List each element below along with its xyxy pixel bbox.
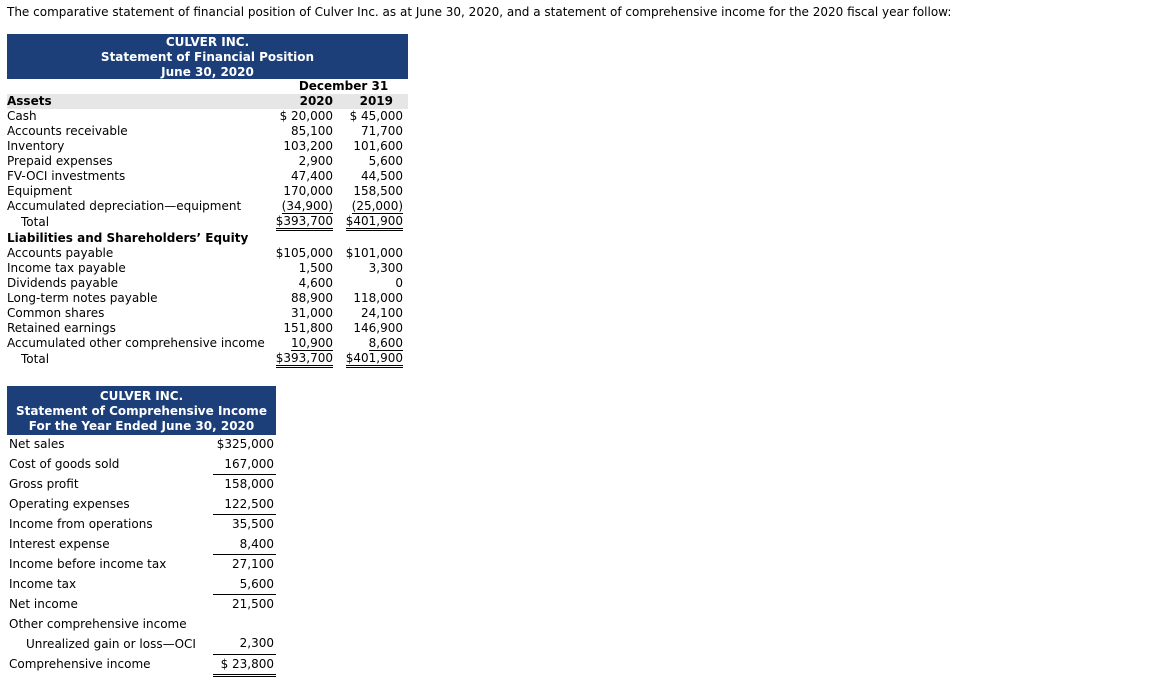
statement-period: For the Year Ended June 30, 2020 xyxy=(28,419,255,433)
value-2020: 85,100 xyxy=(291,124,333,138)
comprehensive-income-table xyxy=(7,435,276,677)
total-2019: $401,900 xyxy=(346,215,403,231)
value-2020: $105,000 xyxy=(275,246,333,260)
row-label: Other comprehensive income xyxy=(9,616,187,631)
financial-position-statement xyxy=(7,34,408,368)
row-value xyxy=(213,615,276,635)
row-value: 21,500 xyxy=(232,597,274,612)
value-2019: 8,600 xyxy=(368,336,404,350)
row-label: Income from operations xyxy=(9,517,153,531)
table-row xyxy=(7,306,408,321)
value-2019: $101,000 xyxy=(345,246,404,260)
total-label: Total xyxy=(21,352,50,366)
row-label: Net sales xyxy=(9,437,65,452)
row-label: Interest expense xyxy=(9,537,110,551)
table-row xyxy=(7,475,276,495)
value-2019: 71,700 xyxy=(361,124,404,138)
value-2019: 24,100 xyxy=(361,306,404,320)
row-label: Net income xyxy=(9,597,78,611)
table-row xyxy=(7,435,276,455)
table-row xyxy=(7,276,408,291)
value-2020: 88,900 xyxy=(291,291,333,305)
table-row xyxy=(7,124,408,139)
row-value: 167,000 xyxy=(213,455,276,475)
table-row xyxy=(7,555,276,575)
december-31-heading: December 31 xyxy=(298,79,389,93)
table-row xyxy=(7,261,408,276)
value-2020: 47,400 xyxy=(291,169,333,183)
table-row xyxy=(7,535,276,555)
assets-heading: Assets xyxy=(7,94,271,109)
row-label: Accounts payable xyxy=(7,246,114,260)
row-label: Common shares xyxy=(7,306,105,320)
liabilities-total-row xyxy=(7,351,408,368)
row-label: Accumulated other comprehensive income xyxy=(7,336,265,350)
total-2019: $401,900 xyxy=(346,352,403,368)
total-label: Total xyxy=(21,215,50,229)
table-row xyxy=(7,321,408,336)
table-row xyxy=(7,455,276,475)
table-row xyxy=(7,634,276,654)
row-value: $ 23,800 xyxy=(213,654,276,676)
table-row xyxy=(7,154,408,169)
table-row xyxy=(7,184,408,199)
value-2020: 31,000 xyxy=(291,306,333,320)
value-2019: 3,300 xyxy=(368,261,404,275)
value-2020: (34,900) xyxy=(281,199,333,213)
value-2020: 151,800 xyxy=(283,321,333,335)
row-label: Operating expenses xyxy=(9,497,130,511)
table-row xyxy=(7,291,408,306)
value-2020: 2,900 xyxy=(298,154,333,168)
row-label: Dividends payable xyxy=(7,276,119,290)
liabilities-heading: Liabilities and Shareholders’ Equity xyxy=(7,231,249,245)
statement-title: Statement of Financial Position xyxy=(100,50,315,64)
row-label: Equipment xyxy=(7,184,73,198)
assets-total-row xyxy=(7,214,408,231)
row-value: 122,500 xyxy=(213,495,276,515)
comprehensive-income-header xyxy=(7,386,276,435)
row-label: Retained earnings xyxy=(7,321,116,335)
table-row xyxy=(7,139,408,154)
table-row xyxy=(7,199,408,214)
row-label: Income before income tax xyxy=(9,557,167,571)
column-2020-heading: 2020 xyxy=(271,94,339,109)
row-value: 8,400 xyxy=(213,535,276,555)
value-2020: $ 20,000 xyxy=(279,109,333,123)
intro-text: The comparative statement of financial position of Culver Inc. as at June 30, 2020, and a statement of comprehensive income for the 2020 fiscal year follow: xyxy=(7,5,952,19)
row-label: Inventory xyxy=(7,139,65,153)
financial-position-table xyxy=(7,79,408,368)
row-label: Income tax payable xyxy=(7,261,126,275)
table-row xyxy=(7,246,408,261)
row-label: Long-term notes payable xyxy=(7,291,158,305)
row-value: $325,000 xyxy=(216,437,274,452)
table-row xyxy=(7,169,408,184)
value-2019: (25,000) xyxy=(351,199,404,213)
company-name: CULVER INC. xyxy=(165,35,250,49)
value-2019: 44,500 xyxy=(361,169,404,183)
value-2020: 103,200 xyxy=(283,139,333,153)
row-value: 2,300 xyxy=(213,634,276,654)
value-2020: 1,500 xyxy=(298,261,333,275)
row-value: 158,000 xyxy=(224,477,274,492)
table-row xyxy=(7,615,276,635)
row-value: 5,600 xyxy=(213,575,276,595)
value-2019: 101,600 xyxy=(353,139,404,153)
row-label: Income tax xyxy=(9,577,77,591)
row-label: Gross profit xyxy=(9,477,79,491)
total-2020: $393,700 xyxy=(276,352,333,368)
table-row xyxy=(7,495,276,515)
value-2019: 118,000 xyxy=(353,291,404,305)
table-row xyxy=(7,575,276,595)
row-value: 27,100 xyxy=(232,557,274,572)
value-2020: 170,000 xyxy=(283,184,333,198)
value-2019: $ 45,000 xyxy=(349,109,404,123)
row-label: Cost of goods sold xyxy=(9,457,120,471)
table-row xyxy=(7,515,276,535)
company-name: CULVER INC. xyxy=(99,389,184,403)
column-2019-heading: 2019 xyxy=(339,94,408,109)
table-row xyxy=(7,595,276,615)
row-label: Comprehensive income xyxy=(9,657,151,672)
row-value: 35,500 xyxy=(232,517,274,532)
table-row xyxy=(7,654,276,676)
row-label: Prepaid expenses xyxy=(7,154,113,168)
comprehensive-income-statement xyxy=(7,386,276,677)
statement-title: Statement of Comprehensive Income xyxy=(16,404,267,418)
row-label: Unrealized gain or loss—OCI xyxy=(26,636,196,651)
value-2019: 0 xyxy=(395,276,404,290)
value-2020: 10,900 xyxy=(291,336,333,350)
value-2020: 4,600 xyxy=(298,276,333,290)
row-label: Accounts receivable xyxy=(7,124,128,138)
total-2020: $393,700 xyxy=(276,215,333,231)
value-2019: 146,900 xyxy=(353,321,404,335)
statement-date: June 30, 2020 xyxy=(161,65,254,79)
value-2019: 5,600 xyxy=(368,154,404,168)
row-label: Accumulated depreciation—equipment xyxy=(7,199,242,213)
financial-position-header xyxy=(7,34,408,79)
table-row xyxy=(7,336,408,351)
value-2019: 158,500 xyxy=(353,184,404,198)
row-label: Cash xyxy=(7,109,37,123)
row-label: FV-OCI investments xyxy=(7,169,126,183)
table-row xyxy=(7,109,408,124)
